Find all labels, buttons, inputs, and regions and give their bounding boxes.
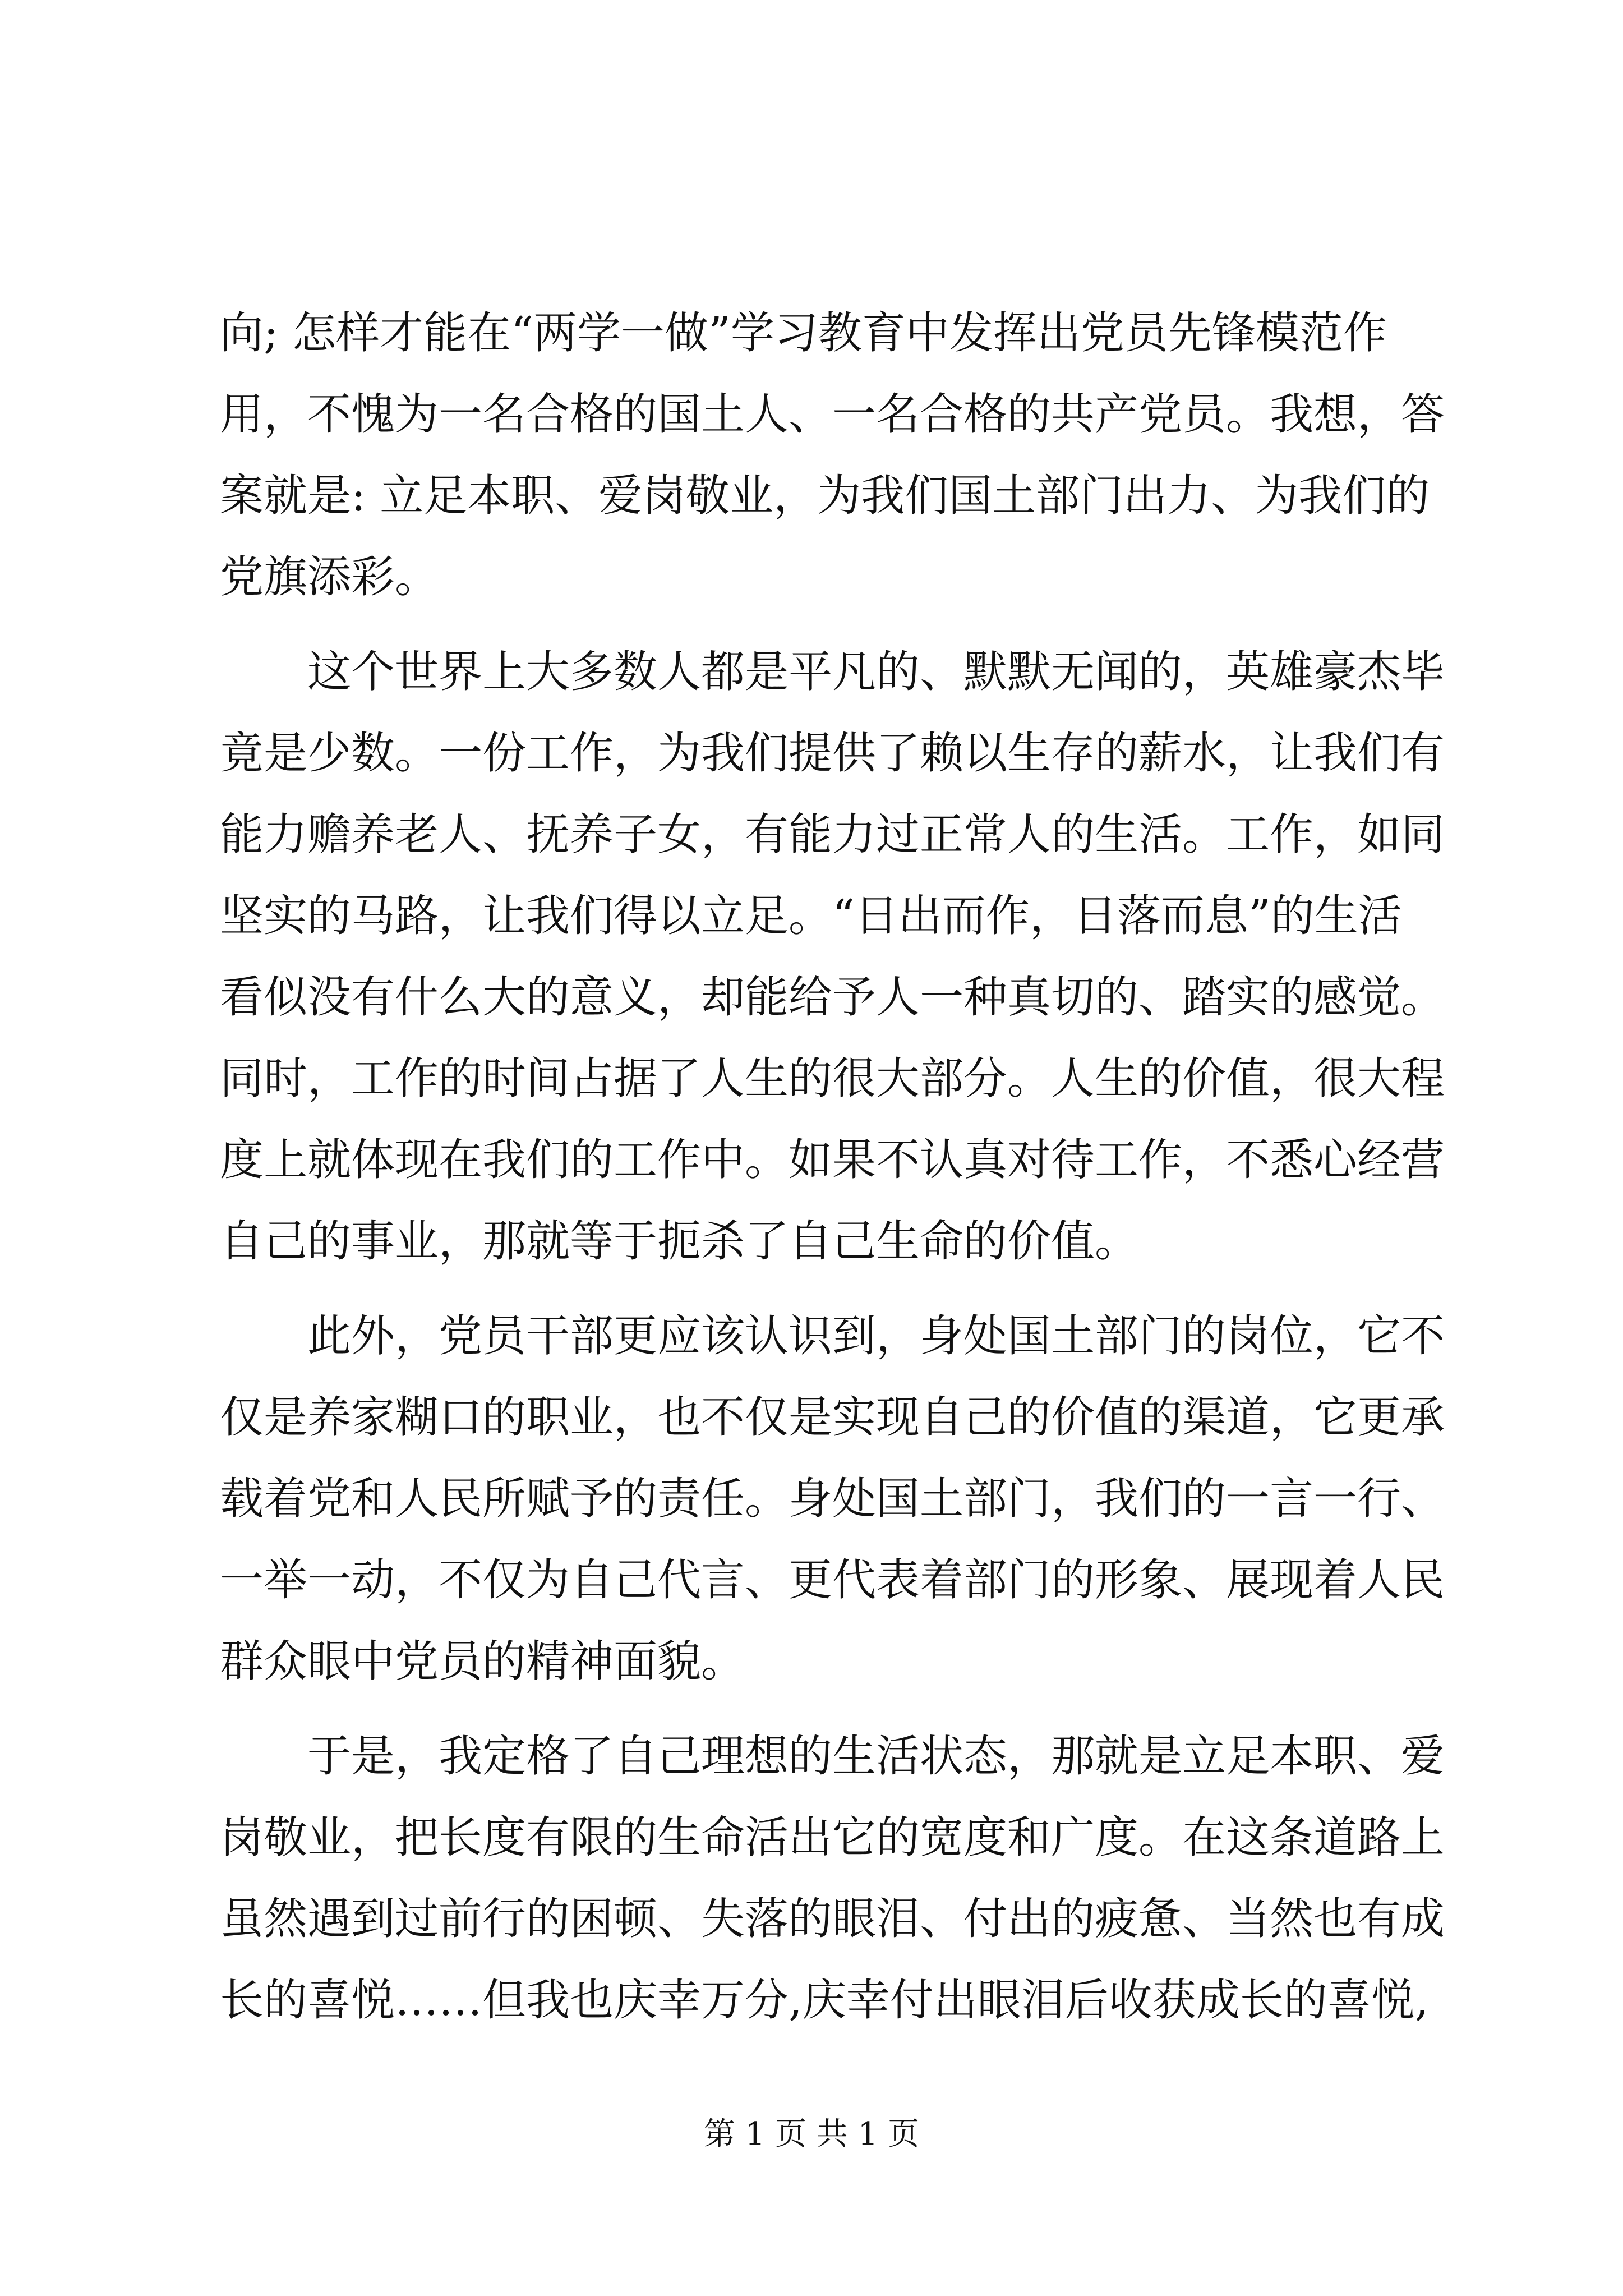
- text-line: 仅是养家糊口的职业，也不仅是实现自己的价值的渠道，它更承: [220, 1392, 1445, 1443]
- text-line: 群众眼中党员的精神面貌。: [220, 1636, 745, 1687]
- text-line: 岗敬业，把长度有限的生命活出它的宽度和广度。在这条道路上: [220, 1812, 1445, 1863]
- text-line: 案就是: 立足本职、爱岗敬业，为我们国土部门出力、为我们的: [220, 471, 1430, 521]
- text-line: 向; 怎样才能在“两学一做”学习教育中发挥出党员先锋模范作: [220, 308, 1387, 358]
- paragraph-2: [220, 632, 1445, 1282]
- page-footer: 第 1 页 共 1 页: [703, 2116, 920, 2152]
- text-line: 能力赡养老人、抚养子女，有能力过正常人的生活。工作，如同: [220, 809, 1445, 860]
- paragraph-3: [220, 1296, 1445, 1703]
- text-line: 于是，我定格了自己理想的生活状态，那就是立足本职、爱: [307, 1731, 1445, 1782]
- text-line: 此外，党员干部更应该认识到，身处国土部门的岗位，它不: [307, 1311, 1445, 1361]
- text-line: 自己的事业，那就等于扼杀了自己生命的价值。: [220, 1216, 1139, 1267]
- text-line: 一举一动，不仅为自己代言、更代表着部门的形象、展现着人民: [220, 1555, 1445, 1605]
- text-line: 这个世界上大多数人都是平凡的、默默无闻的，英雄豪杰毕: [307, 647, 1445, 697]
- paragraph-1: [220, 293, 1445, 618]
- text-line: 用，不愧为一名合格的国土人、一名合格的共产党员。我想，答: [220, 389, 1445, 440]
- document-body: [220, 293, 1445, 2041]
- text-line: 竟是少数。一份工作，为我们提供了赖以生存的薪水，让我们有: [220, 728, 1445, 779]
- text-line: 虽然遇到过前行的困顿、失落的眼泪、付出的疲惫、当然也有成: [220, 1894, 1445, 1944]
- text-line: 同时，工作的时间占据了人生的很大部分。人生的价值，很大程: [220, 1053, 1445, 1104]
- text-line: 长的喜悦……但我也庆幸万分,庆幸付出眼泪后收获成长的喜悦,: [220, 1975, 1429, 2026]
- text-line: 党旗添彩。: [220, 552, 439, 602]
- paragraph-4: [220, 1716, 1445, 2041]
- text-line: 看似没有什么大的意义，却能给予人一种真切的、踏实的感觉。: [220, 972, 1445, 1023]
- text-line: 坚实的马路，让我们得以立足。“日出而作，日落而息”的生活: [220, 891, 1402, 941]
- text-line: 度上就体现在我们的工作中。如果不认真对待工作，不悉心经营: [220, 1135, 1445, 1185]
- text-line: 载着党和人民所赋予的责任。身处国土部门，我们的一言一行、: [220, 1474, 1445, 1524]
